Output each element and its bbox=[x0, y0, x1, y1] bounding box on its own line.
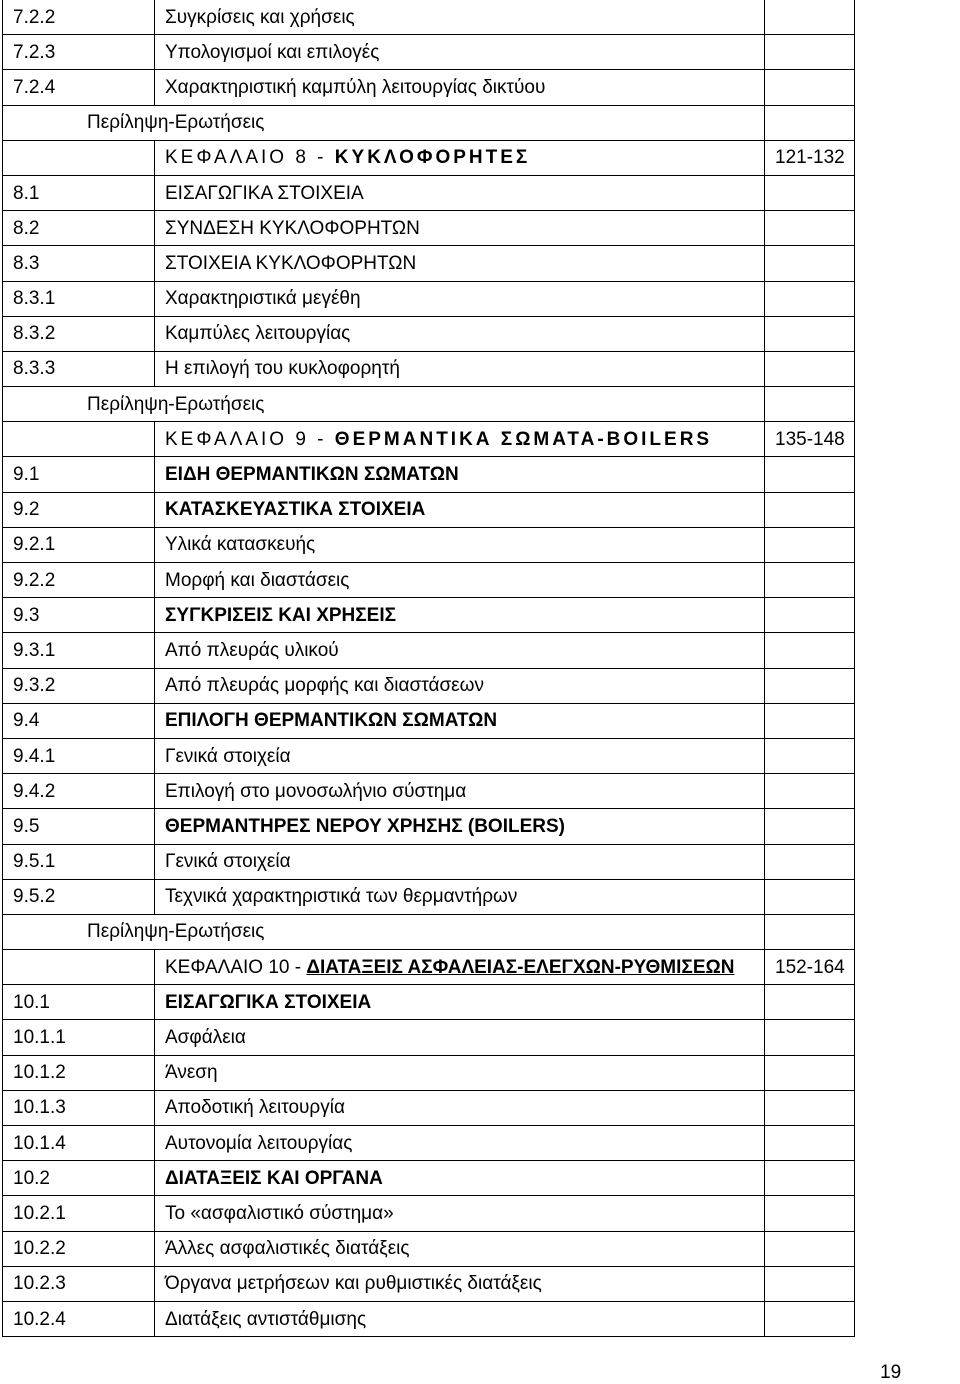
section-row bbox=[3, 879, 855, 914]
section-title: Καμπύλες λειτουργίας bbox=[155, 316, 765, 351]
summary-label: Περίληψη-Ερωτήσεις bbox=[3, 387, 765, 422]
section-number: 10.1.3 bbox=[3, 1090, 155, 1125]
section-number: 8.3 bbox=[3, 246, 155, 281]
section-row bbox=[3, 985, 855, 1020]
empty-pages-cell bbox=[765, 246, 855, 281]
section-row bbox=[3, 774, 855, 809]
empty-pages-cell bbox=[765, 1126, 855, 1161]
section-row bbox=[3, 1055, 855, 1090]
section-row bbox=[3, 598, 855, 633]
section-number: 9.4 bbox=[3, 703, 155, 738]
empty-pages-cell bbox=[765, 1055, 855, 1090]
empty-pages-cell bbox=[765, 914, 855, 949]
section-row bbox=[3, 703, 855, 738]
summary-label: Περίληψη-Ερωτήσεις bbox=[3, 105, 765, 140]
section-row bbox=[3, 1161, 855, 1196]
section-row bbox=[3, 1020, 855, 1055]
empty-pages-cell bbox=[765, 351, 855, 386]
section-title: Από πλευράς υλικού bbox=[155, 633, 765, 668]
empty-pages-cell bbox=[765, 1301, 855, 1336]
section-title: Μορφή και διαστάσεις bbox=[155, 563, 765, 598]
empty-pages-cell bbox=[765, 105, 855, 140]
section-number: 7.2.4 bbox=[3, 70, 155, 105]
empty-number-cell bbox=[3, 422, 155, 457]
section-number: 7.2.2 bbox=[3, 0, 155, 35]
section-title: ΕΙΔΗ ΘΕΡΜΑΝΤΙΚΩΝ ΣΩΜΑΤΩΝ bbox=[155, 457, 765, 492]
empty-pages-cell bbox=[765, 668, 855, 703]
chapter-title: ΚΥΚΛΟΦΟΡΗΤΕΣ bbox=[334, 147, 531, 169]
summary-row bbox=[3, 387, 855, 422]
empty-pages-cell bbox=[765, 70, 855, 105]
section-number: 8.1 bbox=[3, 175, 155, 210]
empty-pages-cell bbox=[765, 211, 855, 246]
section-title: Ασφάλεια bbox=[155, 1020, 765, 1055]
section-title: Χαρακτηριστική καμπύλη λειτουργίας δικτύου bbox=[155, 70, 765, 105]
section-number: 9.5.2 bbox=[3, 879, 155, 914]
section-number: 9.2 bbox=[3, 492, 155, 527]
section-title: ΣΥΓΚΡΙΣΕΙΣ ΚΑΙ ΧΡΗΣΕΙΣ bbox=[155, 598, 765, 633]
section-title: ΘΕΡΜΑΝΤΗΡΕΣ ΝΕΡΟΥ ΧΡΗΣΗΣ (BOILERS) bbox=[155, 809, 765, 844]
chapter-row bbox=[3, 422, 855, 457]
section-row bbox=[3, 175, 855, 210]
empty-pages-cell bbox=[765, 0, 855, 35]
section-number: 9.5.1 bbox=[3, 844, 155, 879]
section-row bbox=[3, 1196, 855, 1231]
section-title: Από πλευράς μορφής και διαστάσεων bbox=[155, 668, 765, 703]
section-row bbox=[3, 738, 855, 773]
empty-pages-cell bbox=[765, 1196, 855, 1231]
section-title: ΕΙΣΑΓΩΓΙΚΑ ΣΤΟΙΧΕΙΑ bbox=[155, 985, 765, 1020]
empty-number-cell bbox=[3, 950, 155, 985]
section-title: Το «ασφαλιστικό σύστημα» bbox=[155, 1196, 765, 1231]
section-title: Άνεση bbox=[155, 1055, 765, 1090]
section-title: ΔΙΑΤΑΞΕΙΣ ΚΑΙ ΟΡΓΑΝΑ bbox=[155, 1161, 765, 1196]
chapter-prefix: ΚΕΦΑΛΑΙΟ 10 - bbox=[165, 956, 307, 978]
section-number: 7.2.3 bbox=[3, 35, 155, 70]
section-row bbox=[3, 1301, 855, 1336]
section-row bbox=[3, 492, 855, 527]
section-row bbox=[3, 35, 855, 70]
section-number: 9.3.1 bbox=[3, 633, 155, 668]
empty-pages-cell bbox=[765, 703, 855, 738]
section-row bbox=[3, 457, 855, 492]
section-title: Διατάξεις αντιστάθμισης bbox=[155, 1301, 765, 1336]
section-number: 10.2.1 bbox=[3, 1196, 155, 1231]
chapter-title: ΔΙΑΤΑΞΕΙΣ ΑΣΦΑΛΕΙΑΣ-ΕΛΕΓΧΩΝ-ΡΥΘΜΙΣΕΩΝ bbox=[306, 956, 735, 978]
section-number: 8.2 bbox=[3, 211, 155, 246]
empty-pages-cell bbox=[765, 1266, 855, 1301]
chapter-heading bbox=[155, 422, 765, 457]
summary-label: Περίληψη-Ερωτήσεις bbox=[3, 914, 765, 949]
empty-pages-cell bbox=[765, 633, 855, 668]
section-number: 9.4.2 bbox=[3, 774, 155, 809]
section-row bbox=[3, 211, 855, 246]
chapter-pages: 152-164 bbox=[765, 950, 855, 985]
chapter-row bbox=[3, 140, 855, 175]
section-number: 9.1 bbox=[3, 457, 155, 492]
section-row bbox=[3, 809, 855, 844]
section-row bbox=[3, 1266, 855, 1301]
chapter-row bbox=[3, 950, 855, 985]
summary-row bbox=[3, 914, 855, 949]
empty-pages-cell bbox=[765, 774, 855, 809]
empty-pages-cell bbox=[765, 1020, 855, 1055]
summary-row bbox=[3, 105, 855, 140]
section-number: 8.3.2 bbox=[3, 316, 155, 351]
section-title: ΚΑΤΑΣΚΕΥΑΣΤΙΚΑ ΣΤΟΙΧΕΙΑ bbox=[155, 492, 765, 527]
section-row bbox=[3, 668, 855, 703]
section-number: 9.2.1 bbox=[3, 527, 155, 562]
empty-pages-cell bbox=[765, 527, 855, 562]
section-title: Όργανα μετρήσεων και ρυθμιστικές διατάξεις bbox=[155, 1266, 765, 1301]
section-number: 9.5 bbox=[3, 809, 155, 844]
chapter-prefix: ΚΕΦΑΛΑΙΟ 9 - bbox=[165, 428, 335, 450]
section-number: 10.1.4 bbox=[3, 1126, 155, 1161]
section-title: Η επιλογή του κυκλοφορητή bbox=[155, 351, 765, 386]
section-title: Επιλογή στο μονοσωλήνιο σύστημα bbox=[155, 774, 765, 809]
empty-pages-cell bbox=[765, 35, 855, 70]
section-title: Συγκρίσεις και χρήσεις bbox=[155, 0, 765, 35]
section-number: 8.3.3 bbox=[3, 351, 155, 386]
empty-pages-cell bbox=[765, 738, 855, 773]
section-row bbox=[3, 70, 855, 105]
empty-pages-cell bbox=[765, 457, 855, 492]
section-row bbox=[3, 633, 855, 668]
section-number: 9.3.2 bbox=[3, 668, 155, 703]
page-number: 19 bbox=[880, 1362, 902, 1383]
section-title: Υπολογισμοί και επιλογές bbox=[155, 35, 765, 70]
section-row bbox=[3, 1126, 855, 1161]
section-title: ΕΠΙΛΟΓΗ ΘΕΡΜΑΝΤΙΚΩΝ ΣΩΜΑΤΩΝ bbox=[155, 703, 765, 738]
empty-pages-cell bbox=[765, 1090, 855, 1125]
section-title: Γενικά στοιχεία bbox=[155, 844, 765, 879]
section-number: 10.1.1 bbox=[3, 1020, 155, 1055]
empty-pages-cell bbox=[765, 809, 855, 844]
section-title: ΣΥΝΔΕΣΗ ΚΥΚΛΟΦΟΡΗΤΩΝ bbox=[155, 211, 765, 246]
section-title: Υλικά κατασκευής bbox=[155, 527, 765, 562]
section-row bbox=[3, 316, 855, 351]
empty-pages-cell bbox=[765, 492, 855, 527]
toc-body bbox=[3, 0, 855, 1337]
section-title: Τεχνικά χαρακτηριστικά των θερμαντήρων bbox=[155, 879, 765, 914]
section-number: 10.2 bbox=[3, 1161, 155, 1196]
empty-pages-cell bbox=[765, 1161, 855, 1196]
section-row bbox=[3, 281, 855, 316]
empty-pages-cell bbox=[765, 316, 855, 351]
chapter-title: ΘΕΡΜΑΝΤΙΚΑ ΣΩΜΑΤΑ-BOILERS bbox=[334, 428, 713, 450]
section-number: 9.3 bbox=[3, 598, 155, 633]
empty-number-cell bbox=[3, 140, 155, 175]
section-row bbox=[3, 351, 855, 386]
section-title: ΣΤΟΙΧΕΙΑ ΚΥΚΛΟΦΟΡΗΤΩΝ bbox=[155, 246, 765, 281]
section-row bbox=[3, 1231, 855, 1266]
empty-pages-cell bbox=[765, 985, 855, 1020]
chapter-heading bbox=[155, 140, 765, 175]
section-number: 10.1 bbox=[3, 985, 155, 1020]
section-row bbox=[3, 844, 855, 879]
section-row bbox=[3, 0, 855, 35]
section-number: 10.1.2 bbox=[3, 1055, 155, 1090]
section-number: 8.3.1 bbox=[3, 281, 155, 316]
section-number: 10.2.3 bbox=[3, 1266, 155, 1301]
section-number: 10.2.4 bbox=[3, 1301, 155, 1336]
section-row bbox=[3, 563, 855, 598]
section-title: Χαρακτηριστικά μεγέθη bbox=[155, 281, 765, 316]
section-number: 9.2.2 bbox=[3, 563, 155, 598]
chapter-pages: 121-132 bbox=[765, 140, 855, 175]
empty-pages-cell bbox=[765, 598, 855, 633]
section-row bbox=[3, 246, 855, 281]
section-title: Αυτονομία λειτουργίας bbox=[155, 1126, 765, 1161]
section-title: Γενικά στοιχεία bbox=[155, 738, 765, 773]
section-number: 10.2.2 bbox=[3, 1231, 155, 1266]
section-row bbox=[3, 1090, 855, 1125]
section-title: ΕΙΣΑΓΩΓΙΚΑ ΣΤΟΙΧΕΙΑ bbox=[155, 175, 765, 210]
section-row bbox=[3, 527, 855, 562]
empty-pages-cell bbox=[765, 844, 855, 879]
chapter-prefix: ΚΕΦΑΛΑΙΟ 8 - bbox=[165, 147, 335, 169]
empty-pages-cell bbox=[765, 1231, 855, 1266]
empty-pages-cell bbox=[765, 879, 855, 914]
section-number: 9.4.1 bbox=[3, 738, 155, 773]
section-title: Άλλες ασφαλιστικές διατάξεις bbox=[155, 1231, 765, 1266]
empty-pages-cell bbox=[765, 281, 855, 316]
section-title: Αποδοτική λειτουργία bbox=[155, 1090, 765, 1125]
chapter-heading bbox=[155, 950, 765, 985]
chapter-pages: 135-148 bbox=[765, 422, 855, 457]
table-of-contents bbox=[2, 0, 855, 1337]
empty-pages-cell bbox=[765, 563, 855, 598]
empty-pages-cell bbox=[765, 387, 855, 422]
empty-pages-cell bbox=[765, 175, 855, 210]
